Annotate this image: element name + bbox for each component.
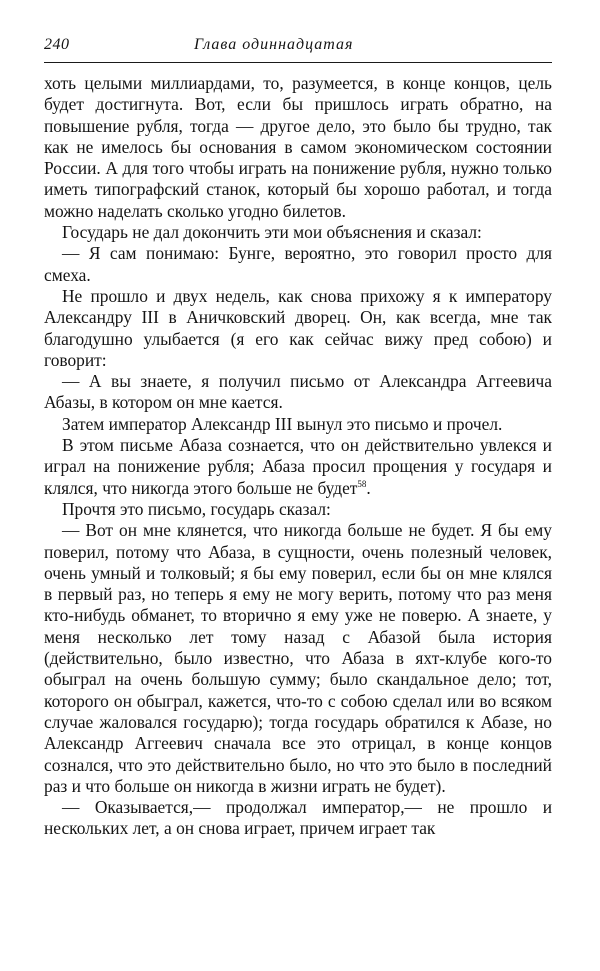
- paragraph: [44, 73, 552, 222]
- paragraph: [44, 243, 552, 286]
- paragraph: [44, 797, 552, 840]
- book-page: [44, 36, 552, 840]
- running-title: Глава одиннадцатая: [194, 36, 354, 53]
- page-number: 240: [44, 36, 70, 53]
- paragraph: [44, 499, 552, 520]
- paragraph-text: — А вы знаете, я получил письмо от Александра Аггеевича Абазы, в котором он мне кается.: [44, 371, 552, 413]
- paragraph-text: В этом письме Абаза сознается, что он действительно увлекся и играл на понижение рубля; Абаза просил прощения у государя и клялся, что никогда этого больше не будет: [44, 435, 552, 498]
- page-header: [44, 36, 552, 58]
- paragraph: [44, 414, 552, 435]
- paragraph-text: — Я сам понимаю: Бунге, вероятно, это говорил просто для смеха.: [44, 243, 552, 285]
- body-text: [44, 73, 552, 840]
- paragraph-text: Прочтя это письмо, государь сказал:: [62, 498, 331, 519]
- paragraph-text: Государь не дал докончить эти мои объяснения и сказал:: [62, 222, 482, 243]
- paragraph: [44, 286, 552, 371]
- paragraph: [44, 520, 552, 797]
- paragraph-text: — Оказывается,— продолжал император,— не прошло и нескольких лет, а он снова играет, причем играет так: [44, 797, 552, 839]
- paragraph: [44, 222, 552, 243]
- paragraph-text-end: .: [366, 477, 371, 498]
- paragraph-text: — Вот он мне клянется, что никогда больше не будет. Я бы ему поверил, потому что Абаза, в сущности, очень полезный человек, очень умный и толковый; я бы ему поверил, если бы он мне клялся в первый раз, но теперь я ему не могу верить, потому что раз меня кто-нибудь обманет, то вторично я ему уже не поверю. А знаете, у меня несколько лет тому назад с Абазой была история (действительно, было известно, что Абаза в яхт-клубе кого-то обыграл на очень большую сумму; было скандальное дело; тот, которого он обыграл, кажется, что-то с собою сделал или во всяком случае жаловался государю); тогда государь обратился к Абазе, но Александр Аггеевич сначала все это отрицал, в конце концов сознался, что это действительно было, но что это было в последний раз и что больше он никогда в жизни играть не будет).: [44, 520, 552, 796]
- header-rule: [44, 62, 552, 63]
- paragraph: [44, 371, 552, 414]
- paragraph-text: Затем император Александр III вынул это письмо и прочел.: [62, 413, 503, 434]
- paragraph-text: Не прошло и двух недель, как снова прихожу я к императору Александру III в Аничковский дворец. Он, как всегда, мне так благодушно улыбается (я его как сейчас вижу пред собою) и говорит:: [44, 285, 552, 370]
- paragraph-text: хоть целыми миллиардами, то, разумеется, в конце концов, цель будет достигнута. Вот, если бы пришлось играть обратно, на повышение рубля, тогда — другое дело, это было бы трудно, так как не имелось бы основания в самом экономическом состоянии России. А для того чтобы играть на понижение рубля, нужно только иметь типографский станок, который бы хорошо работал, и тогда можно наделать сколько угодно билетов.: [44, 73, 552, 221]
- footnote-marker: 58: [357, 478, 367, 489]
- paragraph: [44, 435, 552, 499]
